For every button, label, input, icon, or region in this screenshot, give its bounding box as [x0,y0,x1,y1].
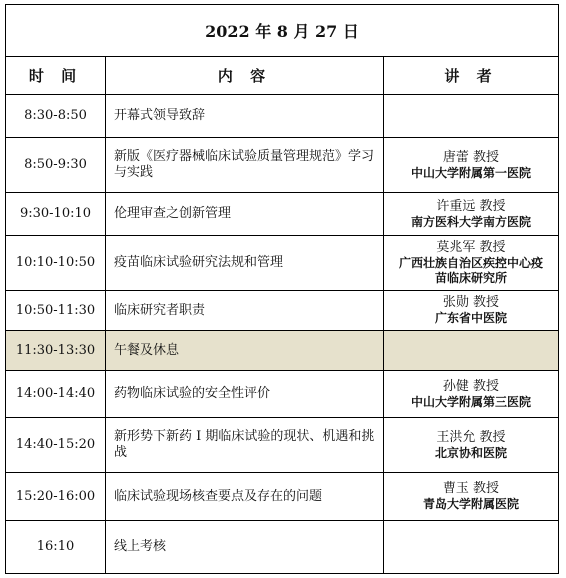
speaker-name: 许重远 教授 [436,198,506,214]
header-time: 时 间 [6,57,106,94]
table-row [6,95,558,138]
row-speaker [384,521,558,573]
row-content: 午餐及休息 [106,331,384,370]
speaker-org: 南方医科大学南方医院 [410,214,531,229]
row-speaker [384,291,558,330]
speaker-name: 唐蕾 教授 [442,149,500,165]
speaker-org: 中山大学附属第三医院 [410,394,531,409]
row-speaker [384,138,558,192]
row-speaker [384,331,558,370]
row-content: 药物临床试验的安全性评价 [106,371,384,417]
speaker-name: 曹玉 教授 [442,481,500,496]
table-row [6,291,558,331]
row-time: 8:30-8:50 [6,95,106,137]
table-row [6,418,558,473]
row-speaker [384,473,558,520]
row-content: 疫苗临床试验研究法规和管理 [106,236,384,290]
row-time: 14:00-14:40 [6,371,106,417]
speaker-name: 王洪允 教授 [436,429,506,445]
row-content: 临床研究者职责 [106,291,384,330]
table-row [6,138,558,193]
speaker-name: 莫兆军 教授 [436,240,506,255]
row-content: 临床试验现场核查要点及存在的问题 [106,473,384,520]
speaker-org: 北京协和医院 [434,445,507,460]
table-header-row [6,57,558,95]
row-speaker [384,418,558,472]
row-content: 开幕式领导致辞 [106,95,384,137]
schedule-date: 2022 年 8 月 27 日 [6,5,558,57]
row-time: 16:10 [6,521,106,573]
table-row [6,521,558,573]
table-row [6,371,558,418]
schedule-table [5,4,559,574]
table-row-break [6,331,558,371]
row-time: 10:50-11:30 [6,291,106,330]
table-row [6,473,558,521]
row-time: 11:30-13:30 [6,331,106,370]
row-time: 8:50-9:30 [6,138,106,192]
table-row [6,236,558,291]
row-time: 10:10-10:50 [6,236,106,290]
agenda-table [6,57,558,573]
row-content: 伦理审查之创新管理 [106,193,384,235]
speaker-org: 中山大学附属第一医院 [410,165,531,180]
speaker-org: 广东省中医院 [434,311,507,325]
speaker-name: 孙健 教授 [442,378,500,394]
speaker-org: 广西壮族自治区疾控中心疫苗临床研究所 [398,256,543,285]
row-speaker [384,371,558,417]
row-content: 线上考核 [106,521,384,573]
row-speaker [384,95,558,137]
row-speaker [384,236,558,290]
header-speaker: 讲 者 [444,66,498,85]
row-time: 14:40-15:20 [6,418,106,472]
row-time: 9:30-10:10 [6,193,106,235]
speaker-org: 青岛大学附属医院 [422,497,519,511]
row-time: 15:20-16:00 [6,473,106,520]
speaker-name: 张勋 教授 [442,295,500,310]
row-speaker [384,193,558,235]
table-row [6,193,558,236]
row-content: 新形势下新药 I 期临床试验的现状、机遇和挑战 [106,418,384,472]
header-content: 内 容 [106,57,384,94]
row-content: 新版《医疗器械临床试验质量管理规范》学习与实践 [106,138,384,192]
